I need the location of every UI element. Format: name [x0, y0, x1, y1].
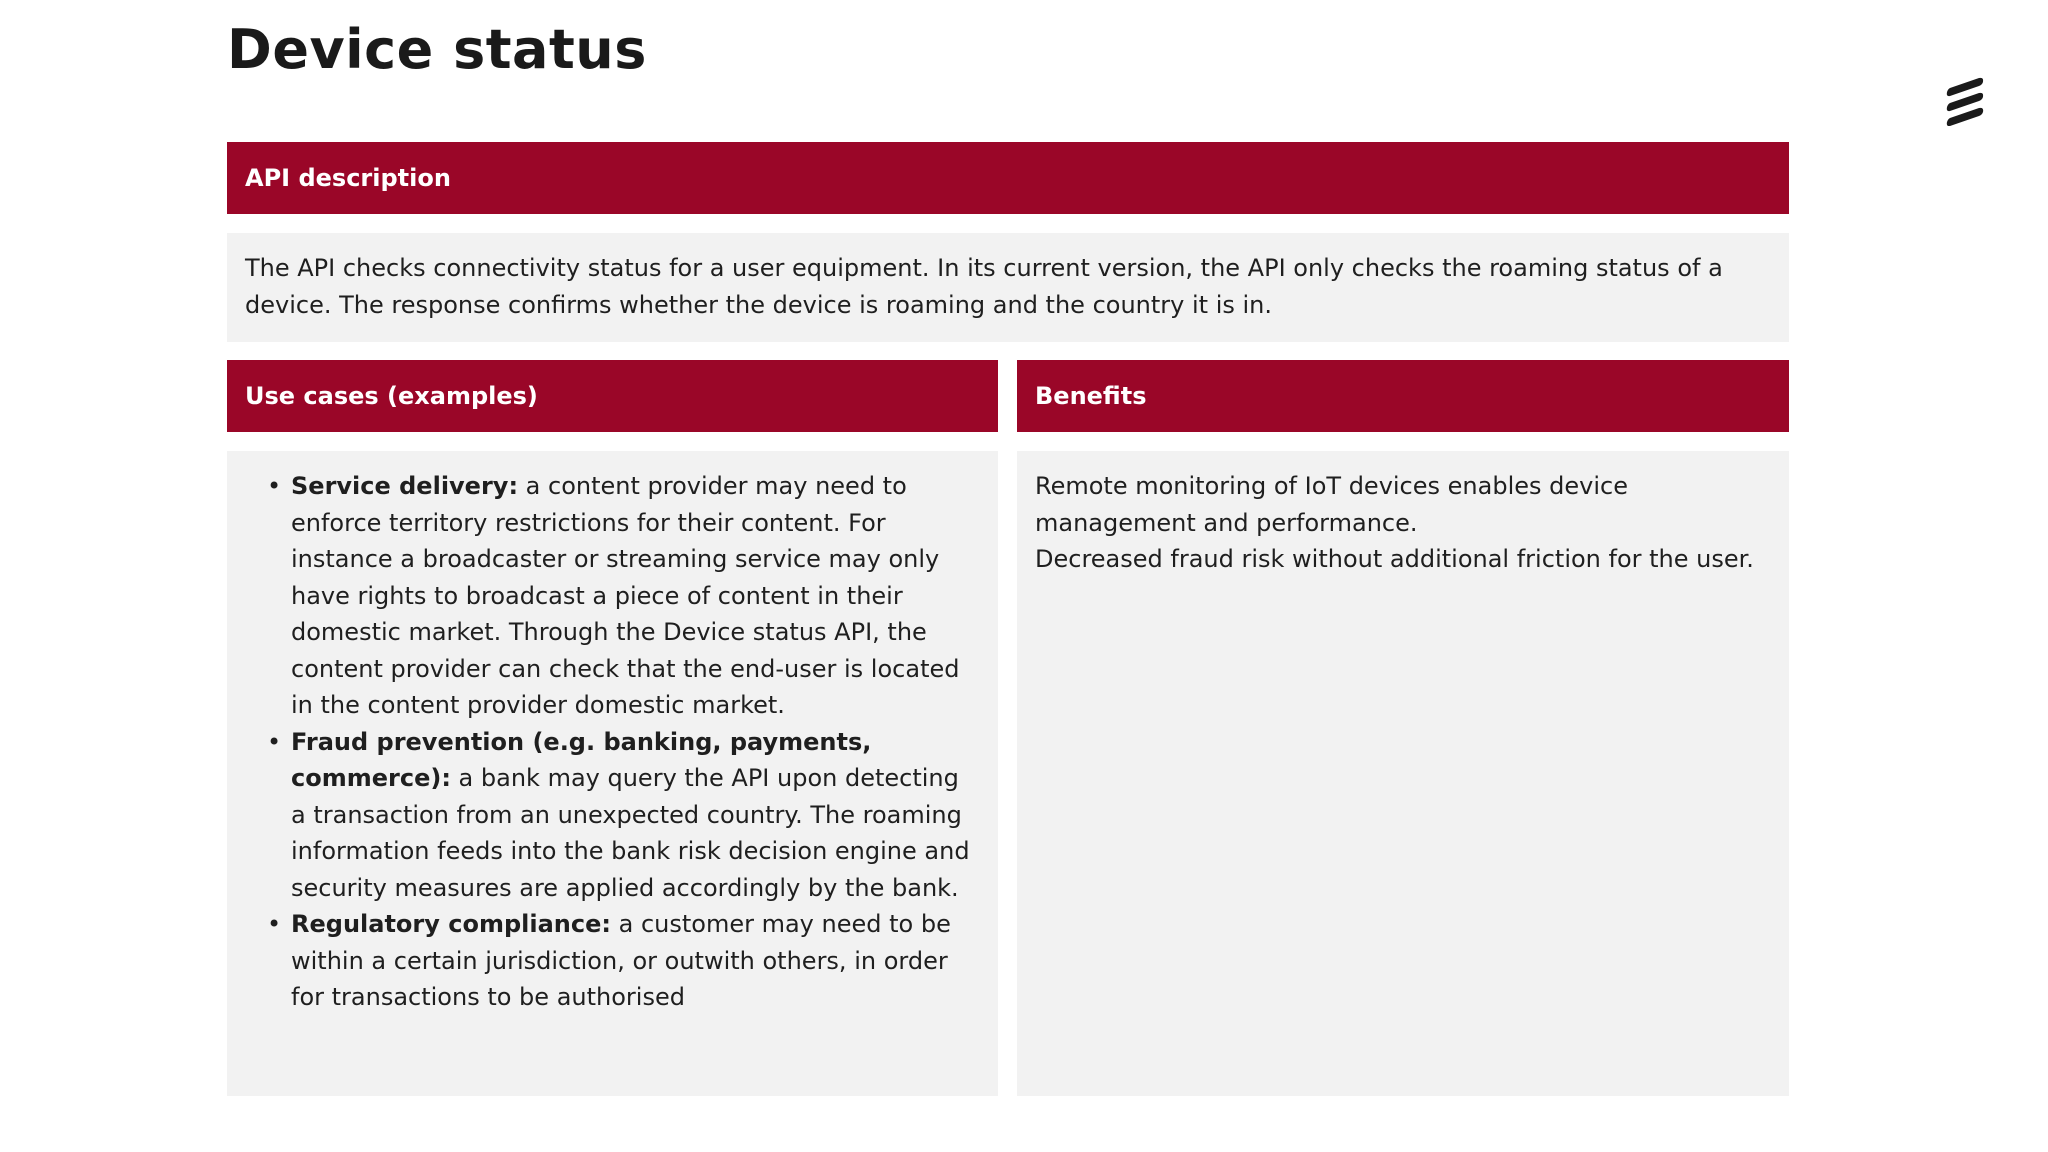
- api-description-panel: [227, 233, 1789, 342]
- use-case-label: Regulatory compliance:: [291, 910, 611, 938]
- use-cases-list: [291, 468, 980, 1016]
- use-cases-panel: [227, 451, 998, 1096]
- benefit-line: Decreased fraud risk without additional friction for the user.: [1035, 545, 1754, 573]
- list-item: [291, 468, 980, 724]
- use-case-text: a bank may query the API upon detecting a transaction from an unexpected country. The roaming information feeds into the bank risk decision engine and security measures are applied accordingly by the bank.: [291, 764, 970, 902]
- benefits-header: [1017, 360, 1789, 432]
- ericsson-logo-icon: [1946, 76, 1986, 126]
- benefit-line: Remote monitoring of IoT devices enables device management and performance.: [1035, 472, 1628, 537]
- list-item: [291, 906, 980, 1016]
- page-title: Device status: [227, 18, 647, 81]
- benefits-panel: [1017, 451, 1789, 1096]
- use-case-text: a customer may need to be within a certain jurisdiction, or outwith others, in order for transactions to be authorised: [291, 910, 951, 1011]
- api-description-text: The API checks connectivity status for a user equipment. In its current version, the API only checks the roaming status of a device. The response confirms whether the device is roaming and the country it is in.: [245, 254, 1723, 319]
- use-case-label: Service delivery:: [291, 472, 519, 500]
- use-cases-heading: Use cases (examples): [245, 382, 538, 410]
- api-description-header: [227, 142, 1789, 214]
- api-description-heading: API description: [245, 164, 451, 192]
- use-case-label: Fraud prevention (e.g. banking, payments, commerce):: [291, 727, 872, 792]
- use-case-text: a content provider may need to enforce territory restrictions for their content. For instance a broadcaster or streaming service may only have rights to broadcast a piece of content in their domestic market. Through the Device status API, the content provider can check that the end-user is located in the content provider domestic market.: [291, 472, 960, 719]
- benefits-heading: Benefits: [1035, 382, 1147, 410]
- use-cases-header: [227, 360, 998, 432]
- list-item: [291, 724, 980, 907]
